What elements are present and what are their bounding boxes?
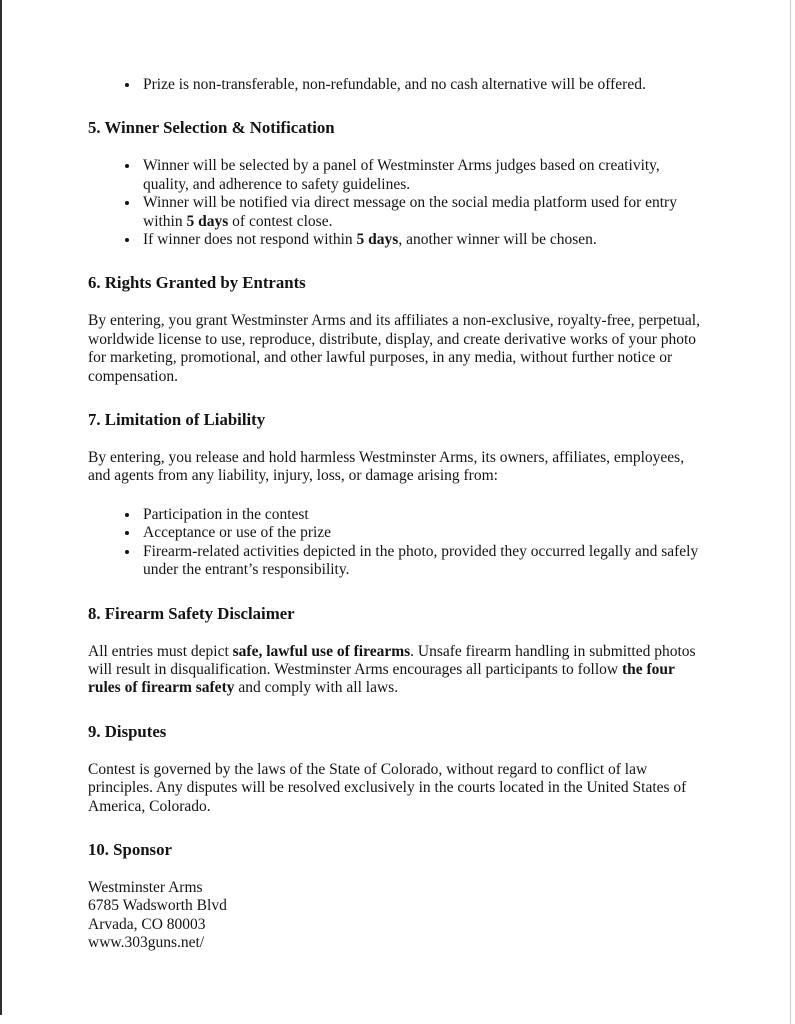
section-heading-sponsor: 10. Sponsor: [88, 839, 172, 859]
sponsor-street: 6785 Wadsworth Blvd: [88, 897, 227, 915]
sponsor-name: Westminster Arms: [88, 878, 203, 896]
rights-granted-paragraph: By entering, you grant Westminster Arms and its affiliates a non-exclusive, royalty-free, perpetual, worldwide license to use, reproduce, distribute, display, and create derivative works of your photo for marketing, promotional, and other lawful purposes, in any media, without further notice or compensation.: [88, 312, 700, 385]
sponsor-city: Arvada, CO 80003: [88, 915, 206, 933]
list-item: • If winner does not respond within 5 days, another winner will be chosen.: [140, 231, 704, 249]
list-item: • Firearm-related activities depicted in the photo, provided they occurred legally and safely under the entrant’s responsibility.: [140, 543, 704, 580]
disputes-paragraph: Contest is governed by the laws of the State of Colorado, without regard to conflict of law principles. Any disputes will be resolved exclusively in the courts located in the United States of America, Colorado.: [88, 760, 687, 815]
section-heading-disputes: 9. Disputes: [88, 721, 167, 741]
list-item: • Winner will be notified via direct message on the social media platform used for entry within 5 days of contest close.: [140, 194, 704, 231]
list-item: • Winner will be selected by a panel of Westminster Arms judges based on creativity, quality, and adherence to safety guidelines.: [140, 157, 704, 194]
list-item: • Prize is non-transferable, non-refundable, and no cash alternative will be offered.: [140, 76, 704, 94]
section-heading-rights-granted: 6. Rights Granted by Entrants: [88, 273, 306, 293]
firearm-safety-paragraph: All entries must depict safe, lawful use of firearms. Unsafe firearm handling in submitted photos will result in disqualification. Westminster Arms encourages all participants to follow the four rules of firearm safety and comply with all laws.: [88, 642, 696, 697]
page-left-edge: [0, 0, 2, 1015]
sponsor-website-url: www.303guns.net/: [88, 934, 205, 952]
sponsor-address-block: [88, 879, 704, 953]
list-item: • Participation in the contest: [140, 506, 704, 524]
page-right-edge: [790, 0, 791, 1024]
document-content: [88, 76, 704, 973]
list-item: • Acceptance or use of the prize: [140, 524, 704, 542]
section-heading-winner-selection: 5. Winner Selection & Notification: [88, 118, 335, 138]
limitation-paragraph: By entering, you release and hold harmless Westminster Arms, its owners, affiliates, employees, and agents from any liability, injury, loss, or damage arising from:: [88, 449, 685, 485]
section-heading-limitation-of-liability: 7. Limitation of Liability: [88, 410, 266, 430]
section-heading-firearm-safety: 8. Firearm Safety Disclaimer: [88, 603, 295, 623]
prize-terms-list: [88, 76, 704, 94]
liability-list: [88, 506, 704, 580]
winner-selection-list: [88, 157, 704, 249]
